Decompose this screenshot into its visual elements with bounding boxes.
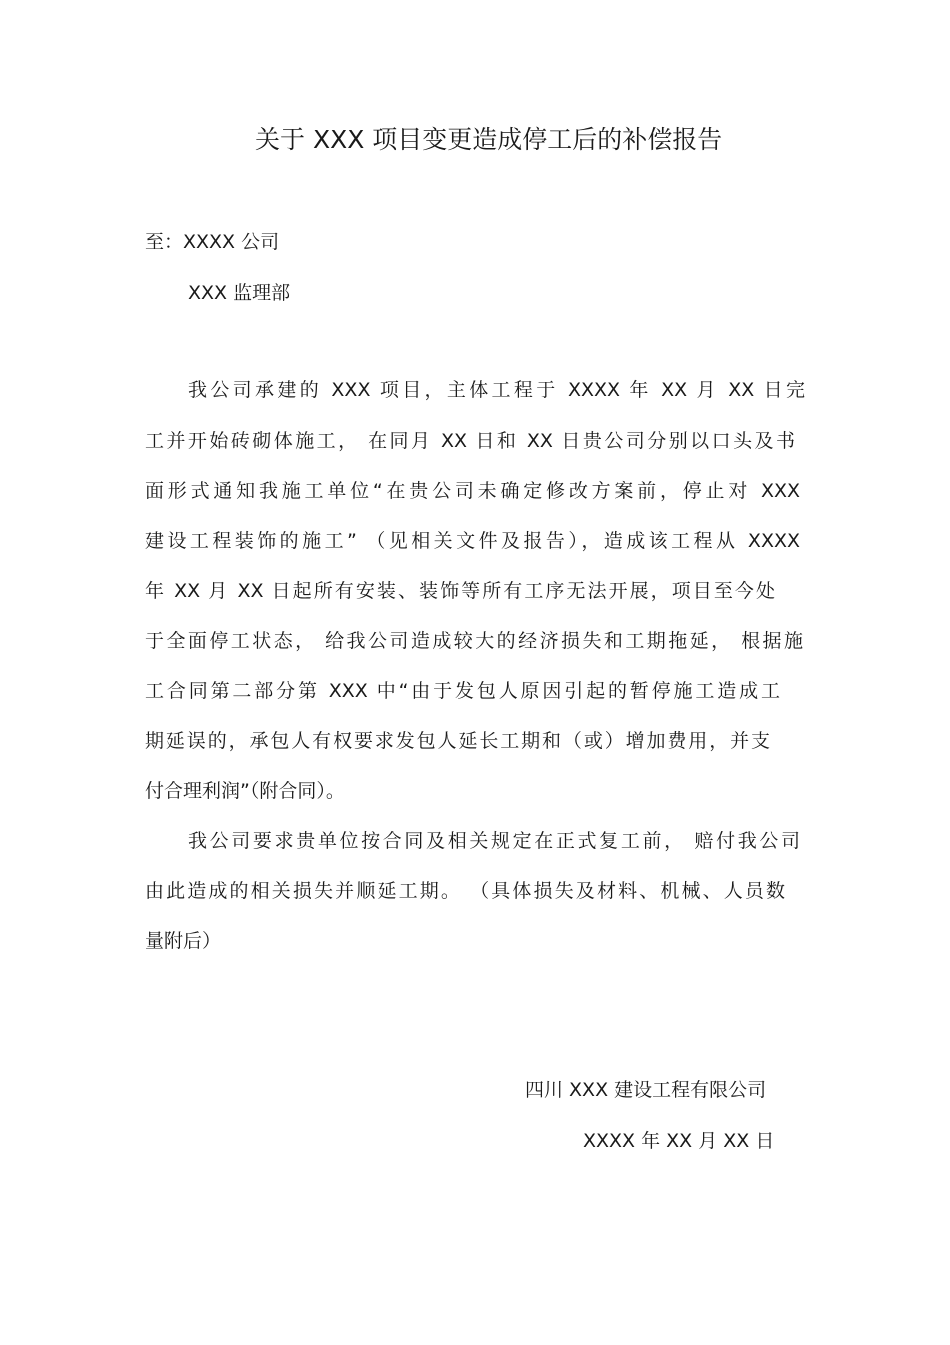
body-line: 面形式通知我施工单位“在贵公司未确定修改方案前，停止对 XXX: [145, 480, 800, 502]
signature-date: XXXX 年 XX 月 XX 日: [583, 1130, 775, 1152]
body-line: 建设工程装饰的施工” （见相关文件及报告），造成该工程从 XXXX: [145, 530, 800, 552]
body-line: 我公司要求贵单位按合同及相关规定在正式复工前， 赔付我公司: [188, 830, 800, 852]
body-line: 量附后）: [145, 930, 222, 952]
body-line: 于全面停工状态， 给我公司造成较大的经济损失和工期拖延， 根据施: [145, 630, 803, 652]
recipient-company: 至：XXXX 公司: [145, 231, 280, 253]
body-line: 由此造成的相关损失并顺延工期。 （具体损失及材料、机械、人员数: [145, 880, 785, 902]
signature-company: 四川 XXX 建设工程有限公司: [525, 1079, 767, 1101]
body-line: 年 XX 月 XX 日起所有安装、装饰等所有工序无法开展，项目至今处: [145, 580, 775, 602]
recipient-supervisor: XXX 监理部: [188, 282, 291, 304]
body-line: 期延误的，承包人有权要求发包人延长工期和（或）增加费用，并支: [145, 730, 770, 752]
body-line: 付合理利润”（附合同）。: [145, 780, 345, 802]
body-line: 我公司承建的 XXX 项目，主体工程于 XXXX 年 XX 月 XX 日完: [188, 379, 805, 401]
body-line: 工合同第二部分第 XXX 中“由于发包人原因引起的暂停施工造成工: [145, 680, 780, 702]
document-title: 关于 XXX 项目变更造成停工后的补偿报告: [255, 125, 723, 154]
body-line: 工并开始砖砌体施工， 在同月 XX 日和 XX 日贵公司分别以口头及书: [145, 430, 795, 452]
